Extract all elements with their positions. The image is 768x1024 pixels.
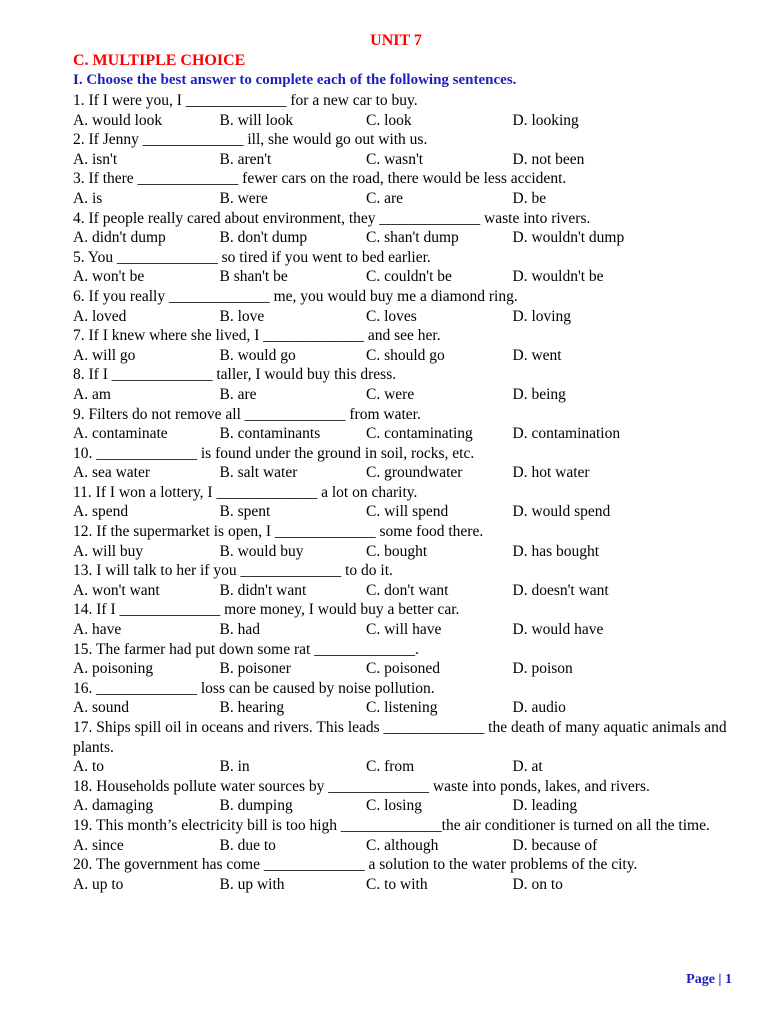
question-text: 18. Households pollute water sources by _____________ waste into ponds, lakes, and rivers. [73,777,650,795]
answer-option: C. from [366,758,415,776]
question-text: 13. I will talk to her if you _____________ to do it. [73,562,393,580]
answer-option: A. loved [73,307,127,325]
answer-option: C. will spend [366,503,449,521]
answer-options [73,698,733,718]
question-item [73,209,733,248]
answer-option: B. aren't [219,150,272,168]
answer-option: C. don't want [366,581,449,599]
question-text: 10. _____________ is found under the ground in soil, rocks, etc. [73,444,475,462]
question-text: 7. If I knew where she lived, I _____________ and see her. [73,327,441,345]
question-text: 8. If I _____________ taller, I would buy this dress. [73,366,397,384]
answer-option: B. don't dump [219,229,308,247]
answer-option: D. would have [512,621,604,639]
answer-option: A. am [73,385,111,403]
question-text: 16. _____________ loss can be caused by noise pollution. [73,679,435,697]
answer-option: D. doesn't want [512,581,609,599]
answer-option: D. because of [512,836,598,854]
question-item [73,777,733,816]
answer-option: C. bought [366,542,428,560]
question-text: 11. If I won a lottery, I _____________ a lot on charity. [73,483,418,501]
question-text: 15. The farmer had put down some rat _____________. [73,640,419,658]
question-item [73,483,733,522]
question-item [73,561,733,600]
question-item [73,365,733,404]
answer-option: A. since [73,836,124,854]
answer-option: A. will buy [73,542,144,560]
question-text: 20. The government has come _____________ a solution to the water problems of the city. [73,856,638,874]
unit-title: UNIT 7 [370,32,422,49]
page-number: Page | 1 [686,972,732,987]
answer-option: B. dumping [219,797,293,815]
answer-options [73,346,733,366]
answer-options [73,228,733,248]
question-item [73,169,733,208]
question-text: 17. Ships spill oil in oceans and rivers. This leads _____________ the death of many aquatic animals and plants. [73,719,727,756]
question-item [73,326,733,365]
answer-option: B. up with [219,875,285,893]
answer-option: C. look [366,111,412,129]
question-text: 14. If I _____________ more money, I would buy a better car. [73,601,460,619]
question-item [73,91,733,130]
answer-option: D. leading [512,797,578,815]
answer-option: C. loves [366,307,417,325]
question-item [73,405,733,444]
answer-option: A. will go [73,346,136,364]
answer-option: B. due to [219,836,276,854]
answer-option: D. went [512,346,562,364]
answer-option: B. contaminants [219,425,321,443]
answer-options [73,757,733,777]
answer-option: C. although [366,836,439,854]
answer-option: D. audio [512,699,566,717]
answer-options [73,542,733,562]
answer-option: D. wouldn't be [512,268,604,286]
answer-option: D. hot water [512,464,590,482]
answer-option: C. will have [366,621,442,639]
answer-option: B. would buy [219,542,304,560]
question-text: 6. If you really _____________ me, you would buy me a diamond ring. [73,287,518,305]
answer-options [73,385,733,405]
answer-option: B. love [219,307,265,325]
answer-option: A. have [73,621,122,639]
answer-option: B. in [219,758,250,776]
question-item [73,640,733,679]
question-text: 2. If Jenny _____________ ill, she would go out with us. [73,131,428,149]
question-list [73,91,733,894]
answer-option: B. hearing [219,699,285,717]
answer-option: B. poisoner [219,660,291,678]
section-title: C. MULTIPLE CHOICE [73,52,246,69]
answer-option: A. is [73,189,103,207]
answer-option: A. won't be [73,268,145,286]
answer-option: D. looking [512,111,579,129]
answer-option: C. contaminating [366,425,473,443]
answer-option: C. poisoned [366,660,441,678]
question-text: 4. If people really cared about environment, they _____________ waste into rivers. [73,209,591,227]
answer-options [73,875,733,895]
answer-option: A. to [73,758,104,776]
question-text: 5. You _____________ so tired if you went to bed earlier. [73,248,431,266]
question-item [73,444,733,483]
answer-option: C. are [366,189,404,207]
answer-options [73,796,733,816]
answer-option: A. won't want [73,581,160,599]
answer-option: A. would look [73,111,163,129]
answer-option: C. wasn't [366,150,424,168]
question-item [73,679,733,718]
answer-option: A. isn't [73,150,118,168]
answer-option: C. couldn't be [366,268,452,286]
answer-option: B. would go [219,346,296,364]
answer-option: B. are [219,385,257,403]
answer-option: B shan't be [219,268,288,286]
answer-option: D. not been [512,150,585,168]
answer-option: D. poison [512,660,573,678]
answer-options [73,189,733,209]
question-item [73,855,733,894]
question-text: 1. If I were you, I _____________ for a new car to buy. [73,92,418,109]
answer-option: C. shan't dump [366,229,459,247]
question-text: 3. If there _____________ fewer cars on the road, there would be less accident. [73,170,567,188]
question-item [73,718,733,777]
answer-option: D. wouldn't dump [512,229,625,247]
answer-option: A. spend [73,503,129,521]
answer-option: B. didn't want [219,581,307,599]
question-text: 19. This month’s electricity bill is too high _____________the air conditioner is turned on all the time. [73,816,710,834]
answer-option: B. will look [219,111,294,129]
instruction: I. Choose the best answer to complete each of the following sentences. [73,72,517,88]
answer-options [73,150,733,170]
question-item [73,816,733,855]
answer-option: C. listening [366,699,438,717]
answer-option: B. were [219,189,268,207]
answer-option: A. damaging [73,797,154,815]
question-item [73,130,733,169]
answer-options [73,267,733,287]
answer-option: A. sound [73,699,129,717]
answer-option: A. didn't dump [73,229,166,247]
answer-options [73,581,733,601]
answer-option: C. groundwater [366,464,463,482]
answer-options [73,620,733,640]
answer-option: B. salt water [219,464,298,482]
answer-option: D. would spend [512,503,611,521]
worksheet-page [73,30,733,894]
answer-options [73,463,733,483]
answer-option: D. has bought [512,542,600,560]
answer-option: D. at [512,758,543,776]
question-item [73,248,733,287]
answer-option: B. spent [219,503,271,521]
answer-option: B. had [219,621,260,639]
answer-option: D. be [512,189,547,207]
answer-option: A. poisoning [73,660,154,678]
answer-options [73,424,733,444]
answer-option: D. on to [512,875,563,893]
answer-option: A. up to [73,875,124,893]
answer-option: A. sea water [73,464,151,482]
question-item [73,600,733,639]
answer-option: C. to with [366,875,428,893]
answer-option: D. loving [512,307,572,325]
answer-option: C. losing [366,797,422,815]
answer-options [73,659,733,679]
answer-options [73,111,733,131]
answer-option: C. were [366,385,415,403]
question-item [73,522,733,561]
question-item [73,287,733,326]
answer-option: A. contaminate [73,425,168,443]
answer-options [73,502,733,522]
answer-option: C. should go [366,346,445,364]
answer-options [73,836,733,856]
question-text: 12. If the supermarket is open, I _____________ some food there. [73,523,484,541]
answer-option: D. being [512,385,566,403]
question-text: 9. Filters do not remove all _____________ from water. [73,405,421,423]
answer-option: D. contamination [512,425,621,443]
answer-options [73,307,733,327]
